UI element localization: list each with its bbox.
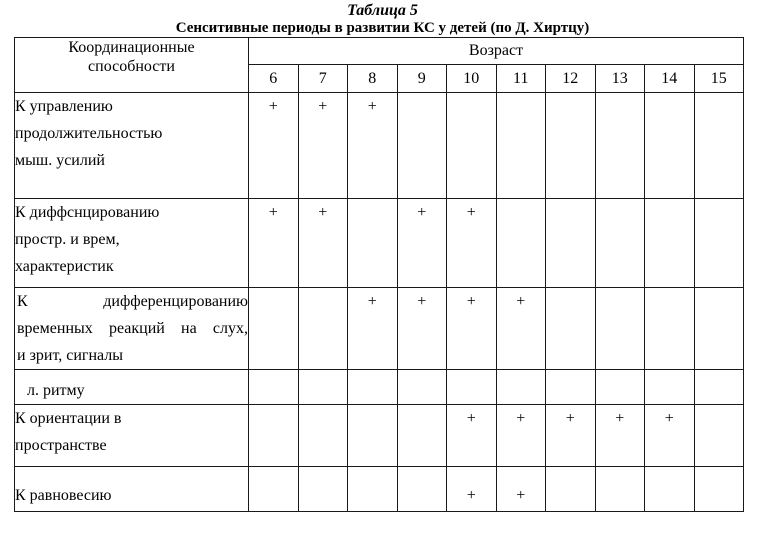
table-number: Таблица 5	[347, 2, 418, 19]
plus-mark-cell: +	[546, 405, 596, 467]
empty-mark-cell	[298, 405, 348, 467]
empty-mark-cell	[496, 370, 546, 405]
plus-mark-cell: +	[348, 93, 398, 199]
table-row	[15, 370, 744, 405]
ability-label-line: К дифференцированию	[17, 293, 248, 310]
ability-label-line: л. ритму	[27, 382, 85, 399]
empty-mark-cell	[595, 370, 645, 405]
ability-label-line: и зрит, сигналы	[17, 347, 123, 364]
empty-mark-cell	[397, 467, 447, 512]
empty-mark-cell	[348, 199, 398, 288]
plus-mark-cell: +	[348, 288, 398, 370]
plus-mark-cell: +	[397, 199, 447, 288]
empty-mark-cell	[595, 93, 645, 199]
ability-label-line: К ориентации в	[15, 410, 122, 427]
table-row	[15, 199, 744, 288]
age-header-8: 8	[348, 65, 398, 93]
ability-label-cell	[15, 93, 249, 199]
empty-mark-cell	[249, 405, 299, 467]
plus-mark-cell: +	[447, 288, 497, 370]
ability-label-line: характеристик	[15, 258, 114, 275]
table-body	[15, 93, 744, 512]
age-header-14: 14	[645, 65, 695, 93]
ability-label-line: простр. и врем,	[15, 231, 120, 248]
age-group-header: Возраст	[249, 38, 744, 65]
plus-mark-cell: +	[496, 467, 546, 512]
empty-mark-cell	[397, 405, 447, 467]
empty-mark-cell	[595, 467, 645, 512]
empty-mark-cell	[249, 288, 299, 370]
table-title: Сенситивные периоды в развитии КС у детей (по Д. Хиртцу)	[175, 20, 590, 36]
empty-mark-cell	[546, 93, 596, 199]
plus-mark-cell: +	[447, 199, 497, 288]
ability-label-line: пространстве	[15, 437, 107, 454]
ability-label-line: К управлению	[15, 98, 113, 115]
plus-mark-cell: +	[496, 288, 546, 370]
age-header-10: 10	[447, 65, 497, 93]
empty-mark-cell	[447, 93, 497, 199]
plus-mark-cell: +	[447, 405, 497, 467]
empty-mark-cell	[694, 370, 744, 405]
empty-mark-cell	[546, 370, 596, 405]
header-row-top	[15, 38, 744, 65]
empty-mark-cell	[397, 93, 447, 199]
age-header-11: 11	[496, 65, 546, 93]
sensitive-periods-table	[14, 37, 744, 512]
empty-mark-cell	[645, 199, 695, 288]
plus-mark-cell: +	[496, 405, 546, 467]
corner-header-line: Координационные	[68, 39, 195, 56]
ability-label-cell	[15, 288, 249, 370]
age-header-12: 12	[546, 65, 596, 93]
empty-mark-cell	[348, 405, 398, 467]
table-caption	[0, 0, 765, 36]
plus-mark-cell: +	[298, 199, 348, 288]
empty-mark-cell	[298, 467, 348, 512]
ability-label-line: К равновесию	[15, 487, 112, 504]
age-header-7: 7	[298, 65, 348, 93]
empty-mark-cell	[496, 199, 546, 288]
corner-header-cell	[15, 38, 249, 93]
plus-mark-cell: +	[397, 288, 447, 370]
age-header-15: 15	[694, 65, 744, 93]
plus-mark-cell: +	[645, 405, 695, 467]
empty-mark-cell	[645, 467, 695, 512]
empty-mark-cell	[645, 288, 695, 370]
ability-label-line: К диффснцированию	[15, 204, 160, 221]
ability-label-line: мыш. усилий	[15, 152, 105, 169]
empty-mark-cell	[348, 467, 398, 512]
ability-label-cell	[15, 199, 249, 288]
plus-mark-cell: +	[595, 405, 645, 467]
empty-mark-cell	[447, 370, 497, 405]
table-row	[15, 93, 744, 199]
plus-mark-cell: +	[298, 93, 348, 199]
plus-mark-cell: +	[249, 199, 299, 288]
empty-mark-cell	[694, 199, 744, 288]
empty-mark-cell	[298, 370, 348, 405]
age-header-6: 6	[249, 65, 299, 93]
age-header-9: 9	[397, 65, 447, 93]
table-row	[15, 288, 744, 370]
ability-label-line: продолжительностью	[15, 125, 163, 142]
empty-mark-cell	[595, 288, 645, 370]
empty-mark-cell	[397, 370, 447, 405]
empty-mark-cell	[546, 467, 596, 512]
empty-mark-cell	[694, 405, 744, 467]
corner-header-line: способности	[88, 58, 175, 75]
empty-mark-cell	[694, 288, 744, 370]
ability-label-cell	[15, 405, 249, 467]
empty-mark-cell	[694, 467, 744, 512]
empty-mark-cell	[546, 199, 596, 288]
empty-mark-cell	[694, 93, 744, 199]
plus-mark-cell: +	[249, 93, 299, 199]
empty-mark-cell	[546, 288, 596, 370]
empty-mark-cell	[595, 199, 645, 288]
ability-label-cell	[15, 467, 249, 512]
empty-mark-cell	[496, 93, 546, 199]
empty-mark-cell	[645, 370, 695, 405]
empty-mark-cell	[298, 288, 348, 370]
plus-mark-cell: +	[447, 467, 497, 512]
table-row	[15, 467, 744, 512]
ability-label-cell	[15, 370, 249, 405]
age-header-13: 13	[595, 65, 645, 93]
empty-mark-cell	[249, 370, 299, 405]
ability-label-line: временных реакций на слух,	[17, 320, 248, 337]
empty-mark-cell	[645, 93, 695, 199]
table-row	[15, 405, 744, 467]
empty-mark-cell	[249, 467, 299, 512]
empty-mark-cell	[348, 370, 398, 405]
